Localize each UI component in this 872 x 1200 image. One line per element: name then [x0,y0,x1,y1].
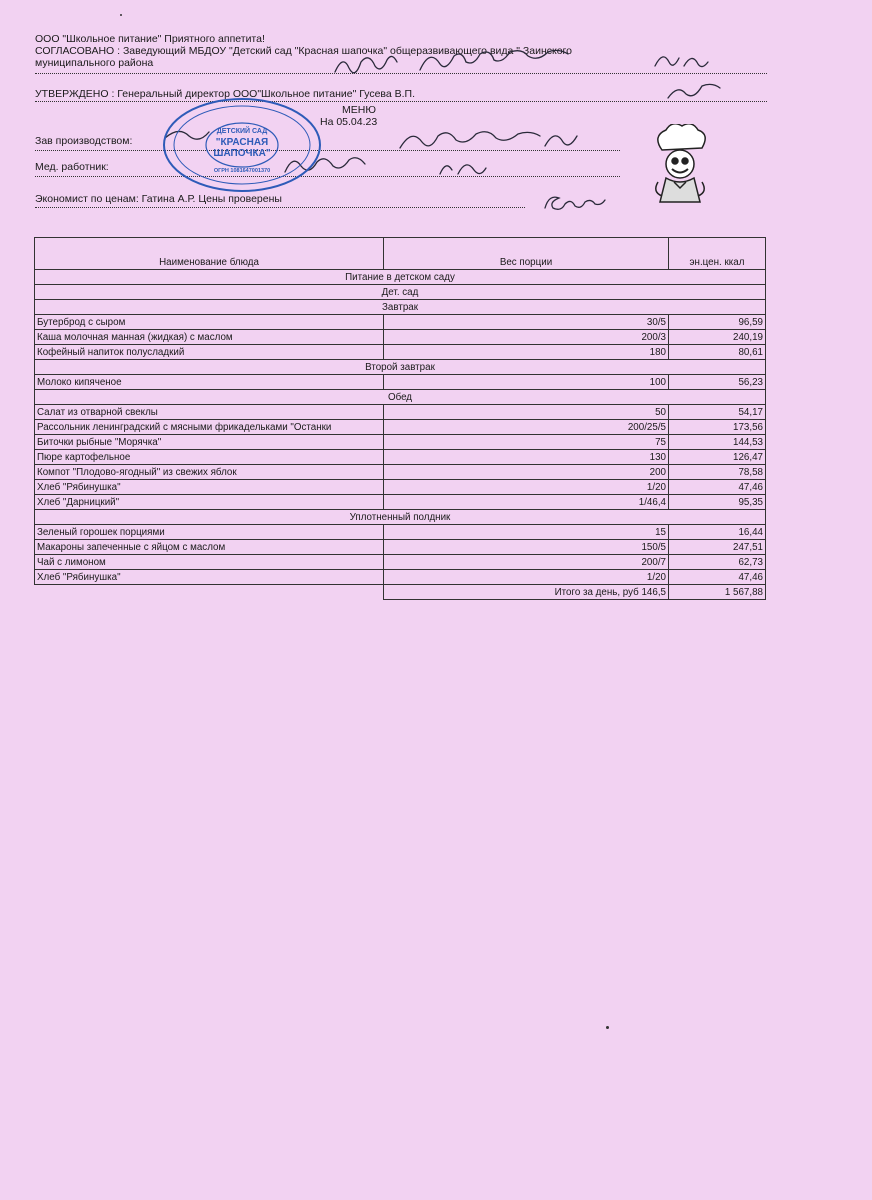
economist-line: Экономист по ценам: Гатина А.Р. Цены проверены [35,193,282,205]
total-empty-cell [35,585,384,600]
dish-name: Хлеб "Рябинушка" [35,480,384,495]
agreed-line: СОГЛАСОВАНО : Заведующий МБДОУ "Детский сад "Красная шапочка" общеразвивающего вида " Заинского [35,45,572,57]
medic-label: Мед. работник: [35,161,109,173]
production-head-label: Зав производством: [35,135,133,147]
dish-weight: 1/20 [384,480,669,495]
dish-name: Макароны запеченные с яйцом с маслом [35,540,384,555]
section-row [35,270,766,285]
section-row [35,390,766,405]
dish-kcal: 47,46 [669,480,766,495]
section-row [35,360,766,375]
chef-logo [648,124,712,208]
dish-row [35,315,766,330]
dish-name: Хлеб "Дарницкий" [35,495,384,510]
stamp-line-2: "КРАСНАЯ [215,137,269,148]
dish-row [35,330,766,345]
section-title: Уплотненный полдник [35,510,766,525]
dish-kcal: 56,23 [669,375,766,390]
dish-kcal: 47,46 [669,570,766,585]
dish-row [35,405,766,420]
menu-date: На 05.04.23 [320,116,378,128]
menu-table [34,237,766,600]
dish-weight: 1/46,4 [384,495,669,510]
section-row [35,285,766,300]
dish-weight: 15 [384,525,669,540]
dish-name: Пюре картофельное [35,450,384,465]
header-energy-value: эн.цен. ккал [669,238,766,270]
dish-kcal: 54,17 [669,405,766,420]
header-dish-name: Наименование блюда [35,238,384,270]
section-row [35,510,766,525]
dish-weight: 180 [384,345,669,360]
dish-row [35,435,766,450]
dish-name: Биточки рыбные "Морячка" [35,435,384,450]
dish-kcal: 16,44 [669,525,766,540]
dish-name: Компот "Плодово-ягодный" из свежих яблок [35,465,384,480]
total-label: Итого за день, руб 146,5 [384,585,669,600]
dish-kcal: 95,35 [669,495,766,510]
dish-kcal: 240,19 [669,330,766,345]
dish-row [35,345,766,360]
dish-kcal: 126,47 [669,450,766,465]
dish-kcal: 144,53 [669,435,766,450]
dish-kcal: 80,61 [669,345,766,360]
dish-weight: 200/7 [384,555,669,570]
dish-kcal: 96,59 [669,315,766,330]
dish-row [35,540,766,555]
dish-row [35,450,766,465]
section-title: Обед [35,390,766,405]
section-title: Завтрак [35,300,766,315]
table-header-row [35,238,766,270]
header-portion-weight: Вес порции [384,238,669,270]
dish-name: Зеленый горошек порциями [35,525,384,540]
dish-row [35,375,766,390]
dish-weight: 200 [384,465,669,480]
dish-row [35,570,766,585]
dish-weight: 200/25/5 [384,420,669,435]
dish-weight: 50 [384,405,669,420]
dish-row [35,525,766,540]
dish-name: Салат из отварной свеклы [35,405,384,420]
dish-name: Хлеб "Рябинушка" [35,570,384,585]
dish-name: Каша молочная манная (жидкая) с маслом [35,330,384,345]
dish-row [35,495,766,510]
section-title: Дет. сад [35,285,766,300]
dish-name: Кофейный напиток полусладкий [35,345,384,360]
section-title: Второй завтрак [35,360,766,375]
dish-weight: 100 [384,375,669,390]
dish-name: Бутерброд с сыром [35,315,384,330]
dish-weight: 200/3 [384,330,669,345]
dish-weight: 150/5 [384,540,669,555]
section-title: Питание в детском саду [35,270,766,285]
dish-name: Чай с лимоном [35,555,384,570]
dish-row [35,480,766,495]
org-name: ООО "Школьное питание" Приятного аппетита! [35,33,265,45]
section-row [35,300,766,315]
scan-speck [606,1026,609,1029]
dish-name: Молоко кипяченое [35,375,384,390]
agreed-line-continued: муниципального района [35,57,154,69]
dish-kcal: 247,51 [669,540,766,555]
handwritten-signatures [0,0,872,240]
dish-kcal: 173,56 [669,420,766,435]
stamp-ogrn: ОГРН 1081647001370 [213,168,271,174]
dish-row [35,465,766,480]
dish-weight: 130 [384,450,669,465]
total-row [35,585,766,600]
approved-line: УТВЕРЖДЕНО : Генеральный директор ООО"Школьное питание" Гусева В.П. [35,88,416,100]
dish-name: Рассольник ленинградский с мясными фрикадельками "Останки [35,420,384,435]
stamp-line-1: ДЕТСКИЙ САД [216,128,268,135]
dish-kcal: 78,58 [669,465,766,480]
dish-weight: 1/20 [384,570,669,585]
scan-speck [120,14,122,16]
dish-kcal: 62,73 [669,555,766,570]
dish-row [35,420,766,435]
dish-row [35,555,766,570]
dish-weight: 30/5 [384,315,669,330]
menu-title: МЕНЮ [342,104,376,116]
dish-weight: 75 [384,435,669,450]
total-kcal: 1 567,88 [669,585,766,600]
organization-stamp [160,95,325,195]
stamp-line-3: ШАПОЧКА" [213,148,271,159]
